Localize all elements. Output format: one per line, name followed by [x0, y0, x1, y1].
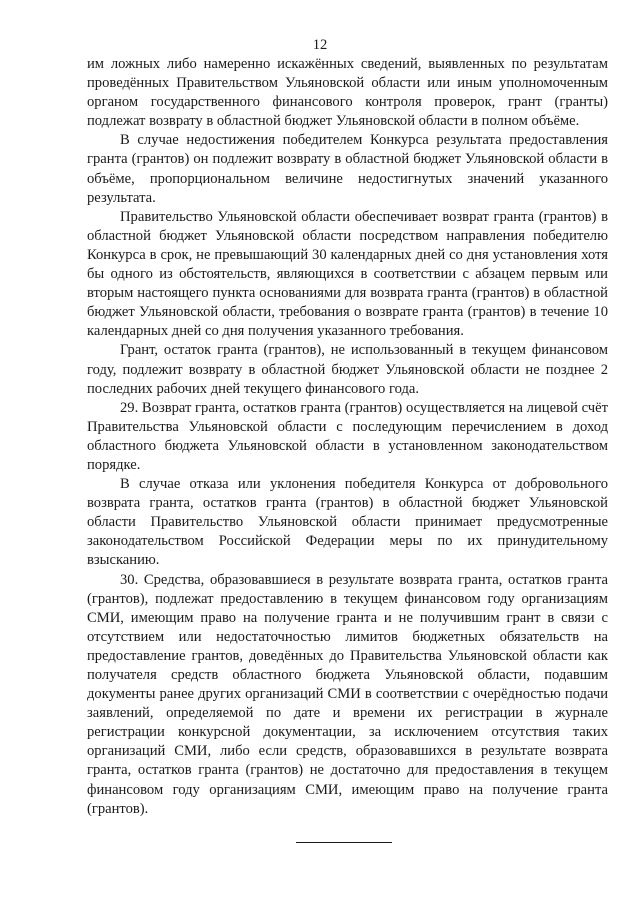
page-number: 12	[312, 37, 328, 53]
paragraph-unused-balance: Грант, остаток гранта (грантов), не использованный в текущем финансовом году, подлежит возврату в областной бюджет Ульяновской области не позднее 2 последних рабочих дней текущего финансового года.	[87, 342, 608, 397]
end-divider	[296, 842, 392, 843]
paragraph-item-29: 29. Возврат гранта, остатков гранта (грантов) осуществляется на лицевой счёт Правительства Ульяновской области с последующим перечислением в доход областного бюджета Ульяновской области в установленном законодательством порядке.	[87, 399, 608, 473]
paragraph-forced-recovery: В случае отказа или уклонения победителя Конкурса от добровольного возврата гранта, остатков гранта (грантов) в областной бюджет Ульяновской области Правительство Ульяновской области принимает предусмотренные законодательством Российской Федерации меры по их принудительному взысканию.	[87, 476, 608, 569]
document-body	[87, 55, 608, 819]
paragraph-item-30: 30. Средства, образовавшиеся в результате возврата гранта, остатков гранта (грантов), подлежат предоставлению в текущем финансовом году организациям СМИ, имеющим право на получение гранта и не получившим грант в связи с отсутствием или недостаточностью лимитов бюджетных обязательств на предоставление грантов, доведённых до Правительства Ульяновской области как получателя средств областного бюджета Ульяновской области, подавшим документы ранее других организаций СМИ в соответствии с очерёдностью подачи заявлений, определяемой по дате и времени их регистрации в журнале регистрации конкурсной документации, за исключением отсутствия таких организаций СМИ, либо если средств, образовавшихся в результате возврата гранта, остатков гранта (грантов) не достаточно для предоставления в текущем финансовом году организациям СМИ, имеющим право на получение гранта (грантов).	[87, 571, 608, 817]
paragraph-return-procedure: Правительство Ульяновской области обеспечивает возврат гранта (грантов) в областной бюджет Ульяновской области посредством направления победителю Конкурса в срок, не превышающий 30 календарных дней со дня установления хотя бы одного из обстоятельств, являющихся в соответствии с абзацем первым или вторым настоящего пункта основаниями для возврата гранта (грантов) в областной бюджет Ульяновской области, требования о возврате гранта (грантов) в течение 10 календарных дней со дня получения указанного требования.	[87, 208, 608, 340]
paragraph-non-achievement: В случае недостижения победителем Конкурса результата предоставления гранта (грантов) он подлежит возврату в областной бюджет Ульяновской области в объёме, пропорциональном величине недостигнутых значений указанного результата.	[87, 132, 608, 206]
paragraph-continuation: им ложных либо намеренно искажённых сведений, выявленных по результатам проведённых Правительством Ульяновской области или иным уполномоченным органом государственного финансового контроля проверок, грант (гранты) подлежат возврату в областной бюджет Ульяновской области в полном объёме.	[87, 56, 608, 130]
